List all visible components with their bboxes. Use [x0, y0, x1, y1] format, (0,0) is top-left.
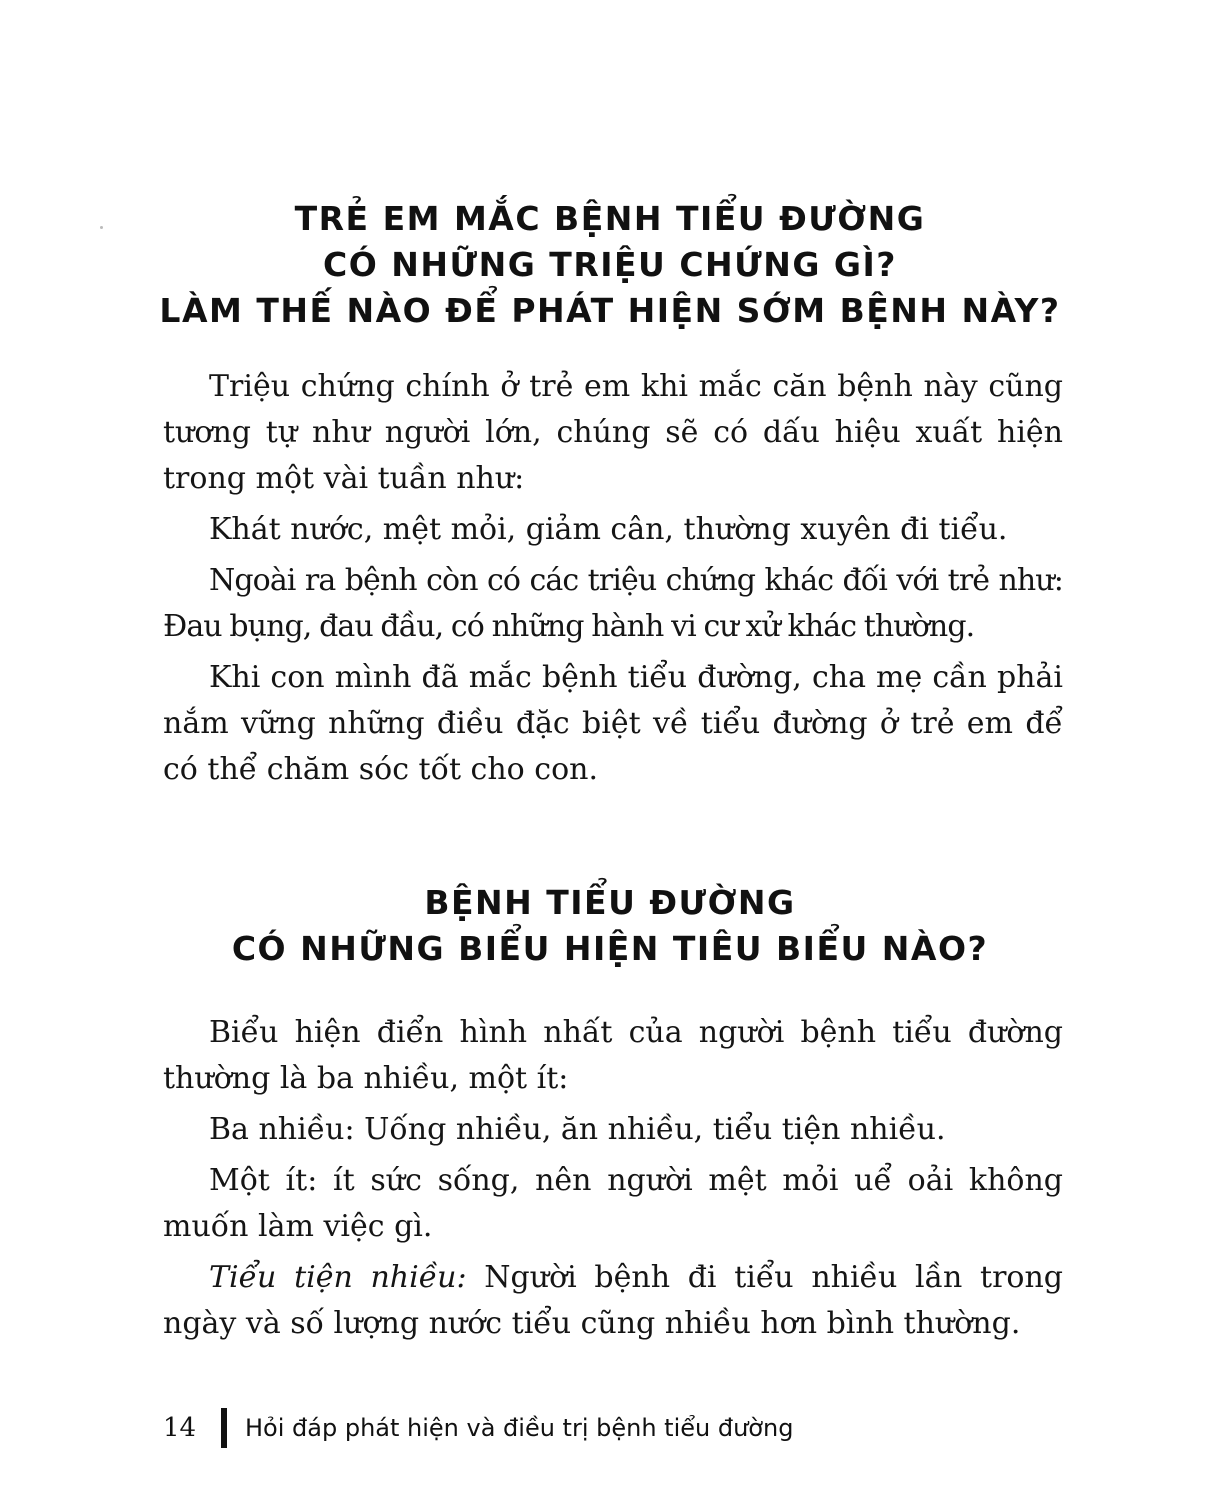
heading-line: LÀM THẾ NÀO ĐỂ PHÁT HIỆN SỚM BỆNH NÀY?: [159, 291, 1061, 330]
section-heading-children-symptoms: [0, 196, 1220, 334]
page-footer: [163, 1408, 793, 1448]
paragraph: [163, 1255, 1063, 1347]
paragraph-text: Người bệnh đi tiểu nhiều lần trong ngày và số lượng nước tiểu cũng nhiều hơn bình thường.: [163, 1260, 1063, 1341]
paragraph: Biểu hiện điển hình nhất của người bệnh tiểu đường thường là ba nhiều, một ít:: [163, 1015, 1063, 1096]
paragraph: Khi con mình đã mắc bệnh tiểu đường, cha mẹ cần phải nắm vững những điều đặc biệt về tiểu đường ở trẻ em để có thể chăm sóc tốt cho con.: [163, 660, 1063, 787]
footer-separator-bar: [221, 1408, 227, 1448]
section-body-typical-signs: [163, 1010, 1063, 1352]
paragraph: Khát nước, mệt mỏi, giảm cân, thường xuyên đi tiểu.: [209, 512, 1008, 547]
paragraph: Ba nhiều: Uống nhiều, ăn nhiều, tiểu tiện nhiều.: [209, 1112, 946, 1147]
section-body-children-symptoms: [163, 364, 1063, 798]
paragraph: Triệu chứng chính ở trẻ em khi mắc căn bệnh này cũng tương tự như người lớn, chúng sẽ có dấu hiệu xuất hiện trong một vài tuần như:: [163, 369, 1063, 496]
paragraph: Một ít: ít sức sống, nên người mệt mỏi uể oải không muốn làm việc gì.: [163, 1163, 1063, 1244]
paragraph: Ngoài ra bệnh còn có các triệu chứng khác đối với trẻ như: Đau bụng, đau đầu, có những hành vi cư xử khác thường.: [163, 563, 1063, 644]
heading-line: CÓ NHỮNG BIỂU HIỆN TIÊU BIỂU NÀO?: [231, 929, 989, 968]
heading-line: TRẺ EM MẮC BỆNH TIỂU ĐƯỜNG: [294, 199, 926, 238]
paragraph-lead-italic: Tiểu tiện nhiều:: [209, 1260, 467, 1295]
heading-line: BỆNH TIỂU ĐƯỜNG: [424, 883, 796, 922]
page-number: 14: [163, 1413, 197, 1443]
running-title: Hỏi đáp phát hiện và điều trị bệnh tiểu đường: [245, 1414, 794, 1442]
heading-line: CÓ NHỮNG TRIỆU CHỨNG GÌ?: [323, 245, 897, 284]
section-heading-typical-signs: [0, 880, 1220, 972]
